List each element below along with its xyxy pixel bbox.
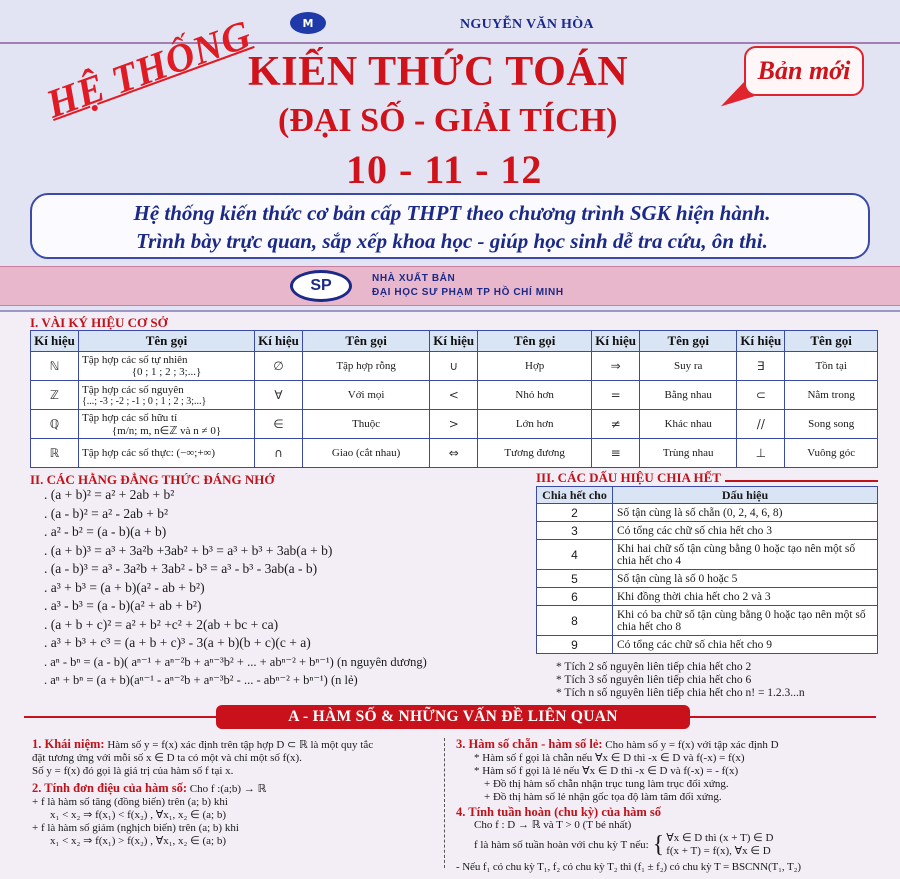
parity-text: * Hàm số f gọi là chẵn nếu ∀x ∈ D thì -x ∈ D và f(-x) = f(x)	[474, 752, 745, 764]
identity-item: . a³ + b³ + c³ = (a + b + c)³ - 3(a + b)(b + c)(c + a)	[44, 635, 311, 650]
column-divider	[444, 738, 445, 868]
symbol-cell: ∅	[255, 352, 303, 381]
identity-item: . (a - b)³ = a³ - 3a²b + 3ab² - b³ = a³ - b³ - 3ab(a - b)	[44, 561, 318, 576]
section-a-title: A - HÀM SỐ & NHỮNG VẤN ĐỀ LIÊN QUAN	[216, 705, 690, 729]
sign-cell: Có tổng các chữ số chia hết cho 9	[613, 636, 878, 654]
table-row	[31, 410, 878, 439]
periodic-text: - Nếu f₁ có chu kỳ T₁, f₂ có chu kỳ T₂ thì (f₁ ± f₂) có chu kỳ T = BSCNN(T₁, T₂)	[456, 861, 801, 873]
col-header-symbol: Kí hiệu	[31, 331, 79, 352]
symbols-table-header	[31, 331, 878, 352]
name-cell	[79, 352, 255, 381]
concept-text: Số y = f(x) đó gọi là giá trị của hàm số f tại x.	[32, 765, 234, 777]
table-row	[31, 381, 878, 410]
symbol-cell: ℤ	[31, 381, 79, 410]
col-header-symbol: Kí hiệu	[255, 331, 303, 352]
sign-cell: Có tổng các chữ số chia hết cho 3	[613, 522, 878, 540]
section-3-heading: III. CÁC DẤU HIỆU CHIA HẾT	[536, 470, 725, 486]
table-row	[537, 540, 878, 570]
concept-heading: 1. Khái niệm:	[32, 737, 105, 751]
name-cell: Thuộc	[303, 410, 430, 439]
book-subtitle: (ĐẠI SỐ - GIẢI TÍCH)	[278, 102, 618, 139]
identity-item: . a³ + b³ = (a + b)(a² - ab + b²)	[44, 579, 205, 595]
publisher-logo: SP	[290, 270, 352, 302]
name-cell: Nằm trong	[785, 381, 878, 410]
col-header-symbol: Kí hiệu	[592, 331, 640, 352]
monotonic-line	[32, 782, 437, 796]
symbol-cell: >	[430, 410, 478, 439]
identity-item: . (a - b)² = a² - 2ab + b²	[44, 505, 169, 521]
table-row	[31, 439, 878, 468]
col-header-name: Tên gọi	[303, 331, 430, 352]
name-text: Tập hợp các số tự nhiên	[82, 354, 188, 366]
name-subtext: {...; -3 ; -2 ; -1 ; 0 ; 1 ; 2 ; 3;...}	[82, 395, 207, 407]
identity-item: . a² - b² = (a - b)(a + b)	[44, 524, 167, 539]
monotonic-intro: Cho f :(a;b) → ℝ	[189, 783, 267, 795]
book-title: KIẾN THỨC TOÁN	[248, 49, 629, 95]
name-cell: Tập hợp rỗng	[303, 352, 430, 381]
parity-intro: Cho hàm số y = f(x) với tập xác định D	[605, 739, 779, 751]
divisor-cell: 9	[537, 636, 613, 654]
identity-item: . (a + b)² = a² + 2ab + b²	[44, 487, 175, 502]
col-header-sign: Dấu hiệu	[613, 487, 878, 504]
name-cell: Khác nhau	[640, 410, 737, 439]
table-row	[31, 352, 878, 381]
periodic-conditions	[666, 832, 773, 858]
name-cell: Song song	[785, 410, 878, 439]
note-item: * Tích n số nguyên liên tiếp chia hết cho n! = 1.2.3...n	[556, 687, 805, 699]
divisibility-table-header	[537, 487, 878, 504]
intro-box	[30, 193, 870, 259]
col-header-symbol: Kí hiệu	[430, 331, 478, 352]
periodic-heading: 4. Tính tuần hoàn (chu kỳ) của hàm số	[456, 805, 662, 819]
symbol-cell: ⇒	[592, 352, 640, 381]
symbol-cell: ∀	[255, 381, 303, 410]
symbol-cell: <	[430, 381, 478, 410]
name-subtext: {0 ; 1 ; 2 ; 3;...}	[131, 366, 202, 378]
divisor-cell: 8	[537, 606, 613, 636]
book-grades: 10 - 11 - 12	[346, 147, 543, 192]
table-row	[537, 504, 878, 522]
periodic-text: f là hàm số tuần hoàn với chu kỳ T nếu:	[474, 838, 649, 851]
parity-text: * Hàm số f gọi là lẻ nếu ∀x ∈ D thì -x ∈ D và f(-x) = - f(x)	[474, 765, 739, 777]
intro-line-2: Trình bày trực quan, sắp xếp khoa học - giúp học sinh dễ tra cứu, ôn thi.	[136, 229, 768, 253]
identity-item: . (a + b)³ = a³ + 3a²b +3ab² + b³ = a³ + b³ + 3ab(a + b)	[44, 542, 333, 558]
publisher-band	[0, 266, 900, 306]
publisher-line-2: ĐẠI HỌC SƯ PHẠM TP HỒ CHÍ MINH	[372, 287, 564, 298]
concept-text: đặt tương ứng với mỗi số x ∈ D ta có một và chỉ một số f(x).	[32, 752, 302, 764]
divisor-cell: 6	[537, 588, 613, 606]
note-item: * Tích 2 số nguyên liên tiếp chia hết cho 2	[556, 661, 752, 673]
section-a-right-column	[456, 738, 894, 874]
concept-text: Hàm số y = f(x) xác định trên tập hợp D ⊂ ℝ là một quy tắc	[107, 739, 374, 751]
identity-item: . aⁿ + bⁿ = (a + b)(aⁿ⁻¹ - aⁿ⁻²b + aⁿ⁻³b² - ... - abⁿ⁻² + bⁿ⁻¹) (n lẻ)	[44, 673, 358, 687]
sign-cell: Khi đồng thời chia hết cho 2 và 3	[613, 588, 878, 606]
symbol-cell: ⇔	[430, 439, 478, 468]
name-subtext: {m/n; m, n∈ℤ và n ≠ 0}	[111, 424, 222, 437]
divisor-cell: 5	[537, 570, 613, 588]
col-header-divisor: Chia hết cho	[537, 487, 613, 504]
name-cell: Lớn hơn	[478, 410, 592, 439]
col-header-name: Tên gọi	[640, 331, 737, 352]
header-divider	[0, 42, 900, 44]
name-cell: Trùng nhau	[640, 439, 737, 468]
section-1-heading: I. VÀI KÝ HIỆU CƠ SỞ	[30, 315, 168, 330]
monotonic-text: + f là hàm số tăng (đồng biến) trên (a; b) khi	[32, 796, 228, 808]
parity-line	[456, 738, 894, 752]
name-cell	[79, 410, 255, 439]
divisor-cell: 2	[537, 504, 613, 522]
symbol-cell: =	[592, 381, 640, 410]
identity-item: . aⁿ - bⁿ = (a - b)( aⁿ⁻¹ + aⁿ⁻²b + aⁿ⁻³b² + ... + abⁿ⁻² + bⁿ⁻¹) (n nguyên dương)	[44, 654, 427, 669]
symbol-cell: ∃	[737, 352, 785, 381]
author-name: NGUYỄN VĂN HÒA	[460, 17, 594, 32]
section-a-left-column	[32, 738, 437, 848]
identity-item: . a³ - b³ = (a - b)(a² + ab + b²)	[44, 598, 202, 613]
intro-line-1: Hệ thống kiến thức cơ bản cấp THPT theo chương trình SGK hiện hành.	[133, 201, 771, 225]
sign-cell: Số tận cùng là số 0 hoặc 5	[613, 570, 878, 588]
sign-cell: Khi hai chữ số tận cùng bằng 0 hoặc tạo nên một số chia hết cho 4	[613, 540, 878, 570]
brace-icon: {	[652, 832, 665, 858]
new-edition-badge: Bản mới	[744, 46, 864, 96]
monotonic-text: + f là hàm số giảm (nghịch biến) trên (a; b) khi	[32, 822, 239, 834]
name-cell	[79, 381, 255, 410]
note-item: * Tích 3 số nguyên liên tiếp chia hết cho 6	[556, 674, 752, 686]
series-prefix: HỆ THỐNG	[40, 11, 257, 127]
divisibility-table	[536, 486, 878, 654]
name-cell: Nhỏ hơn	[478, 381, 592, 410]
name-text: Tập hợp các số nguyên	[82, 383, 184, 396]
symbol-cell: ℕ	[31, 352, 79, 381]
name-cell: Hợp	[478, 352, 592, 381]
divisor-cell: 4	[537, 540, 613, 570]
name-text: Tập hợp các số hữu tỉ	[82, 411, 178, 424]
concept-line	[32, 738, 437, 752]
sign-cell: Số tận cùng là số chẵn (0, 2, 4, 6, 8)	[613, 504, 878, 522]
monotonic-formula: x₁ < x₂ ⇒ f(x₁) > f(x₂) , ∀x₁, x₂ ∈ (a; b)	[50, 835, 226, 847]
name-cell: Bằng nhau	[640, 381, 737, 410]
symbols-table	[30, 330, 878, 468]
symbol-cell: ∈	[255, 410, 303, 439]
divisibility-notes	[556, 661, 876, 700]
name-cell: Tương đương	[478, 439, 592, 468]
identities-list	[44, 486, 534, 690]
name-cell: Với mọi	[303, 381, 430, 410]
table-row	[537, 606, 878, 636]
name-cell: Giao (cắt nhau)	[303, 439, 430, 468]
monotonic-formula: x₁ < x₂ ⇒ f(x₁) < f(x₂) , ∀x₁, x₂ ∈ (a; b)	[50, 809, 226, 821]
periodic-definition	[456, 832, 894, 858]
parity-heading: 3. Hàm số chẵn - hàm số lẻ:	[456, 737, 603, 751]
symbol-cell: //	[737, 410, 785, 439]
symbol-cell: ∩	[255, 439, 303, 468]
symbol-cell: ∪	[430, 352, 478, 381]
symbol-cell: ≠	[592, 410, 640, 439]
parity-text: + Đồ thị hàm số lẻ nhận gốc tọa độ làm tâm đối xứng.	[484, 791, 722, 803]
identity-item: . (a + b + c)² = a² + b² +c² + 2(ab + bc + ca)	[44, 616, 279, 632]
periodic-text: Cho f : D → ℝ và T > 0 (T bé nhất)	[474, 819, 632, 831]
table-row	[537, 636, 878, 654]
name-cell: Suy ra	[640, 352, 737, 381]
name-cell: Tồn tại	[785, 352, 878, 381]
divisor-cell: 3	[537, 522, 613, 540]
col-header-symbol: Kí hiệu	[737, 331, 785, 352]
sign-cell: Khi có ba chữ số tận cùng bằng 0 hoặc tạo nên một số chia hết cho 8	[613, 606, 878, 636]
symbol-cell: ≡	[592, 439, 640, 468]
symbol-cell: ℚ	[31, 410, 79, 439]
col-header-name: Tên gọi	[785, 331, 878, 352]
table-row	[537, 570, 878, 588]
monotonic-heading: 2. Tính đơn điệu của hàm số:	[32, 781, 188, 795]
symbol-cell: ℝ	[31, 439, 79, 468]
table-row	[537, 522, 878, 540]
symbol-cell: ⊂	[737, 381, 785, 410]
table-row	[537, 588, 878, 606]
parity-text: + Đồ thị hàm số chẵn nhận trục tung làm trục đối xứng.	[484, 778, 729, 790]
col-header-name: Tên gọi	[478, 331, 592, 352]
symbol-cell: ⊥	[737, 439, 785, 468]
name-cell: Vuông góc	[785, 439, 878, 468]
periodic-condition: f(x + T) = f(x), ∀x ∈ D	[666, 845, 771, 857]
publisher-line-1: NHÀ XUẤT BẢN	[372, 273, 456, 284]
col-header-name: Tên gọi	[79, 331, 255, 352]
periodic-condition: ∀x ∈ D thì (x + T) ∈ D	[666, 832, 774, 844]
publisher-emblem-icon: M	[290, 12, 326, 34]
section-2-heading: II. CÁC HẰNG ĐẲNG THỨC ĐÁNG NHỚ	[30, 472, 275, 487]
name-cell: Tập hợp các số thực: (−∞;+∞)	[79, 439, 255, 468]
